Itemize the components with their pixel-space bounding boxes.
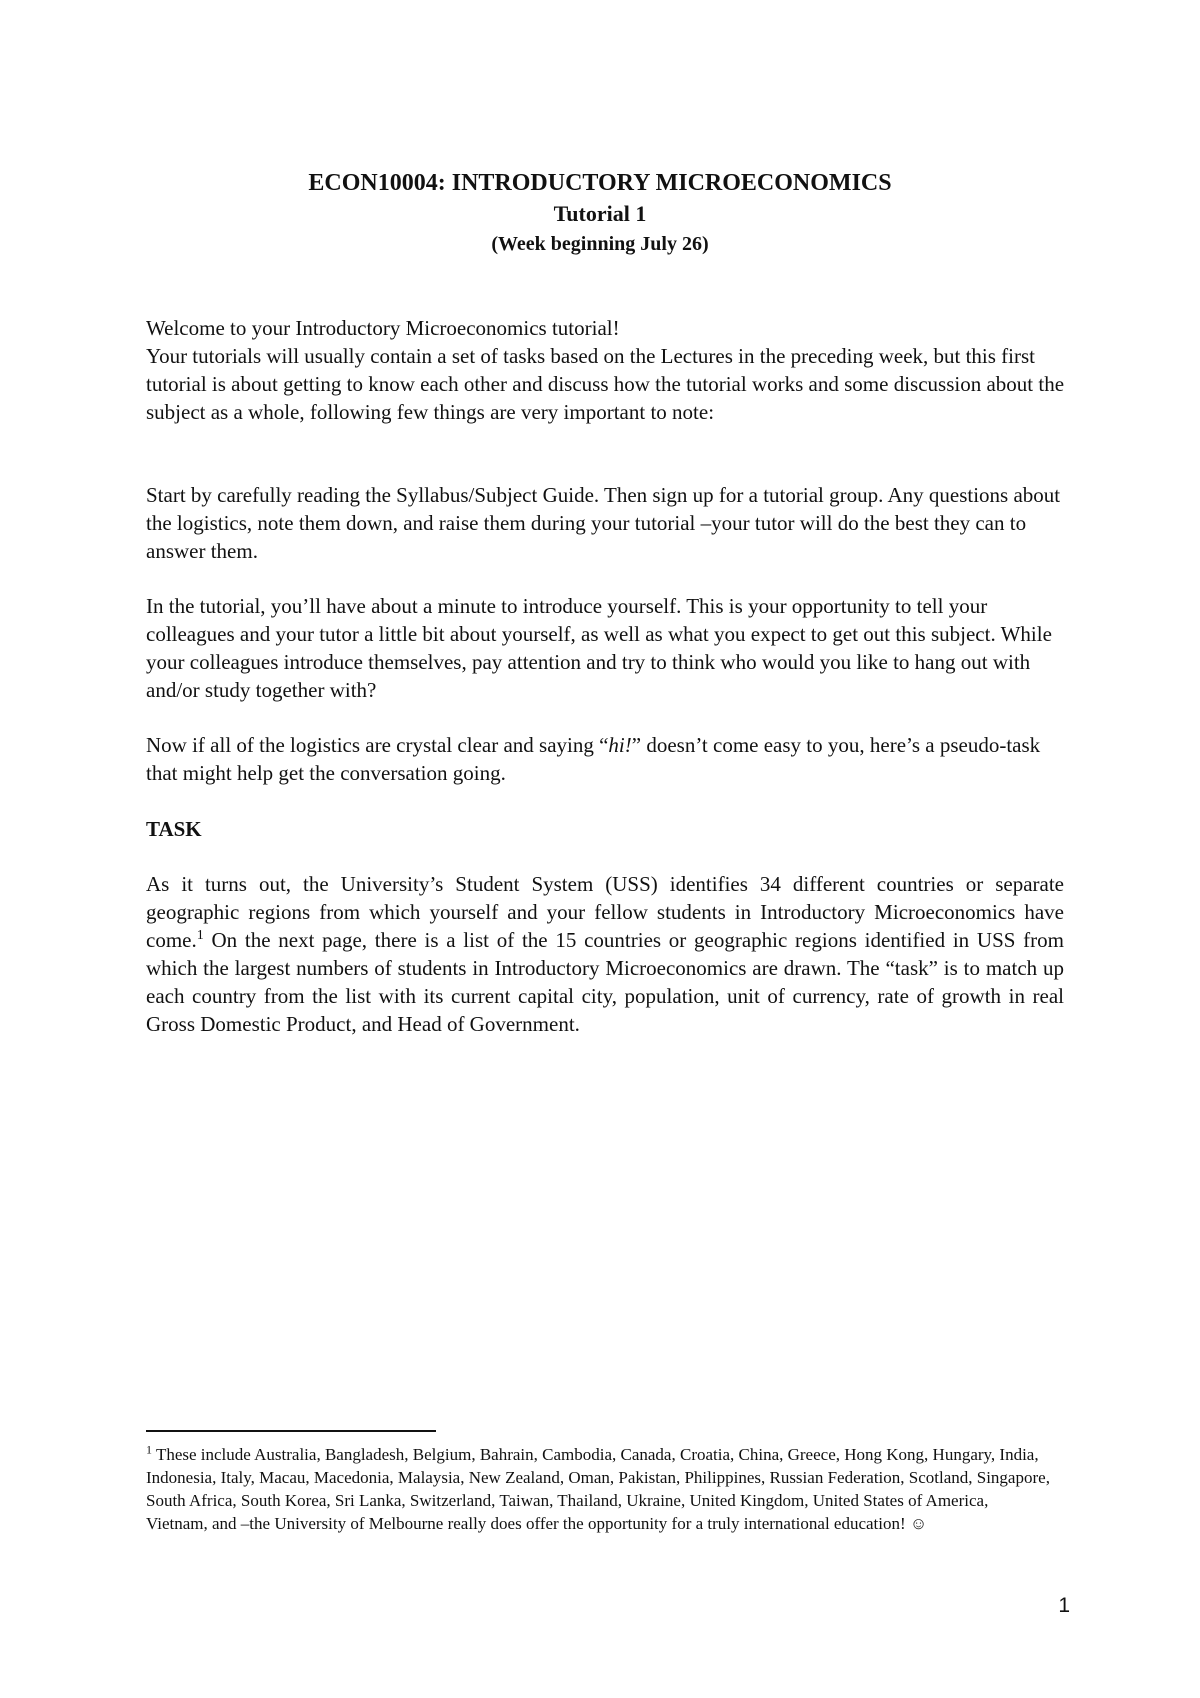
intro-welcome-line: Welcome to your Introductory Microeconomics tutorial! <box>146 316 620 340</box>
intro-body-text: Your tutorials will usually contain a set of tasks based on the Lectures in the preceding week, but this first tutorial is about getting to know each other and discuss how the tutorial works and some discussion about the subject as a whole, following few things are very important to note: <box>146 344 1065 424</box>
start-paragraph: Start by carefully reading the Syllabus/Subject Guide. Then sign up for a tutorial group. Any questions about the logistics, note them down, and raise them during your tutorial –your tutor will do the best they can to answer them. <box>146 483 1061 563</box>
page-title: ECON10004: INTRODUCTORY MICROECONOMICS <box>308 170 892 196</box>
task-heading: TASK <box>146 817 202 841</box>
week-date: (Week beginning July 26) <box>491 233 709 255</box>
conversation-text-after: ” doesn’t come easy to you, here’s a pseudo-task that might help get the conversation going. <box>146 733 1041 785</box>
footnote-separator <box>146 1430 436 1432</box>
intro-paragraph <box>146 314 1064 426</box>
footnote-reference[interactable]: 1 <box>196 928 204 943</box>
hi-emphasis: hi! <box>608 733 632 757</box>
footnote-marker: 1 <box>146 1442 152 1457</box>
task-text-before: As it turns out, the University’s Student System (USS) identifies 34 different countries or separate geographic regions from which yourself and your fellow students in Introductory Microeconomics have come. <box>146 872 1064 952</box>
footnote <box>146 1443 1051 1535</box>
document-header <box>0 168 1200 259</box>
tutorial-subtitle: Tutorial 1 <box>553 201 647 226</box>
introduce-paragraph: In the tutorial, you’ll have about a minute to introduce yourself. This is your opportunity to tell your colleagues and your tutor a little bit about yourself, as well as what you expect to get out this subject. While your colleagues introduce themselves, pay attention and try to think who would you like to hang out with and/or study together with? <box>146 594 1052 702</box>
task-paragraph <box>146 870 1064 1038</box>
conversation-paragraph <box>146 731 1064 787</box>
page-number: 1 <box>1058 1594 1070 1617</box>
footnote-text: These include Australia, Bangladesh, Belgium, Bahrain, Cambodia, Canada, Croatia, China, Greece, Hong Kong, Hungary, India, Indonesia, Italy, Macau, Macedonia, Malaysia, New Zealand, Oman, Pakistan, Philippines, Russian Federation, Scotland, Singapore, South Africa, South Korea, Sri Lanka, Switzerland, Taiwan, Thailand, Ukraine, United Kingdom, United States of America, Vietnam, and –the University of Melbourne really does offer the opportunity for a truly international education! ☺ <box>146 1445 1050 1533</box>
task-text-after: On the next page, there is a list of the 15 countries or geographic regions identified in USS from which the largest numbers of students in Introductory Microeconomics are drawn. The “task” is to match up each country from the list with its current capital city, population, unit of currency, rate of growth in real Gross Domestic Product, and Head of Government. <box>146 928 1064 1036</box>
conversation-text-before: Now if all of the logistics are crystal clear and saying “ <box>146 733 609 757</box>
